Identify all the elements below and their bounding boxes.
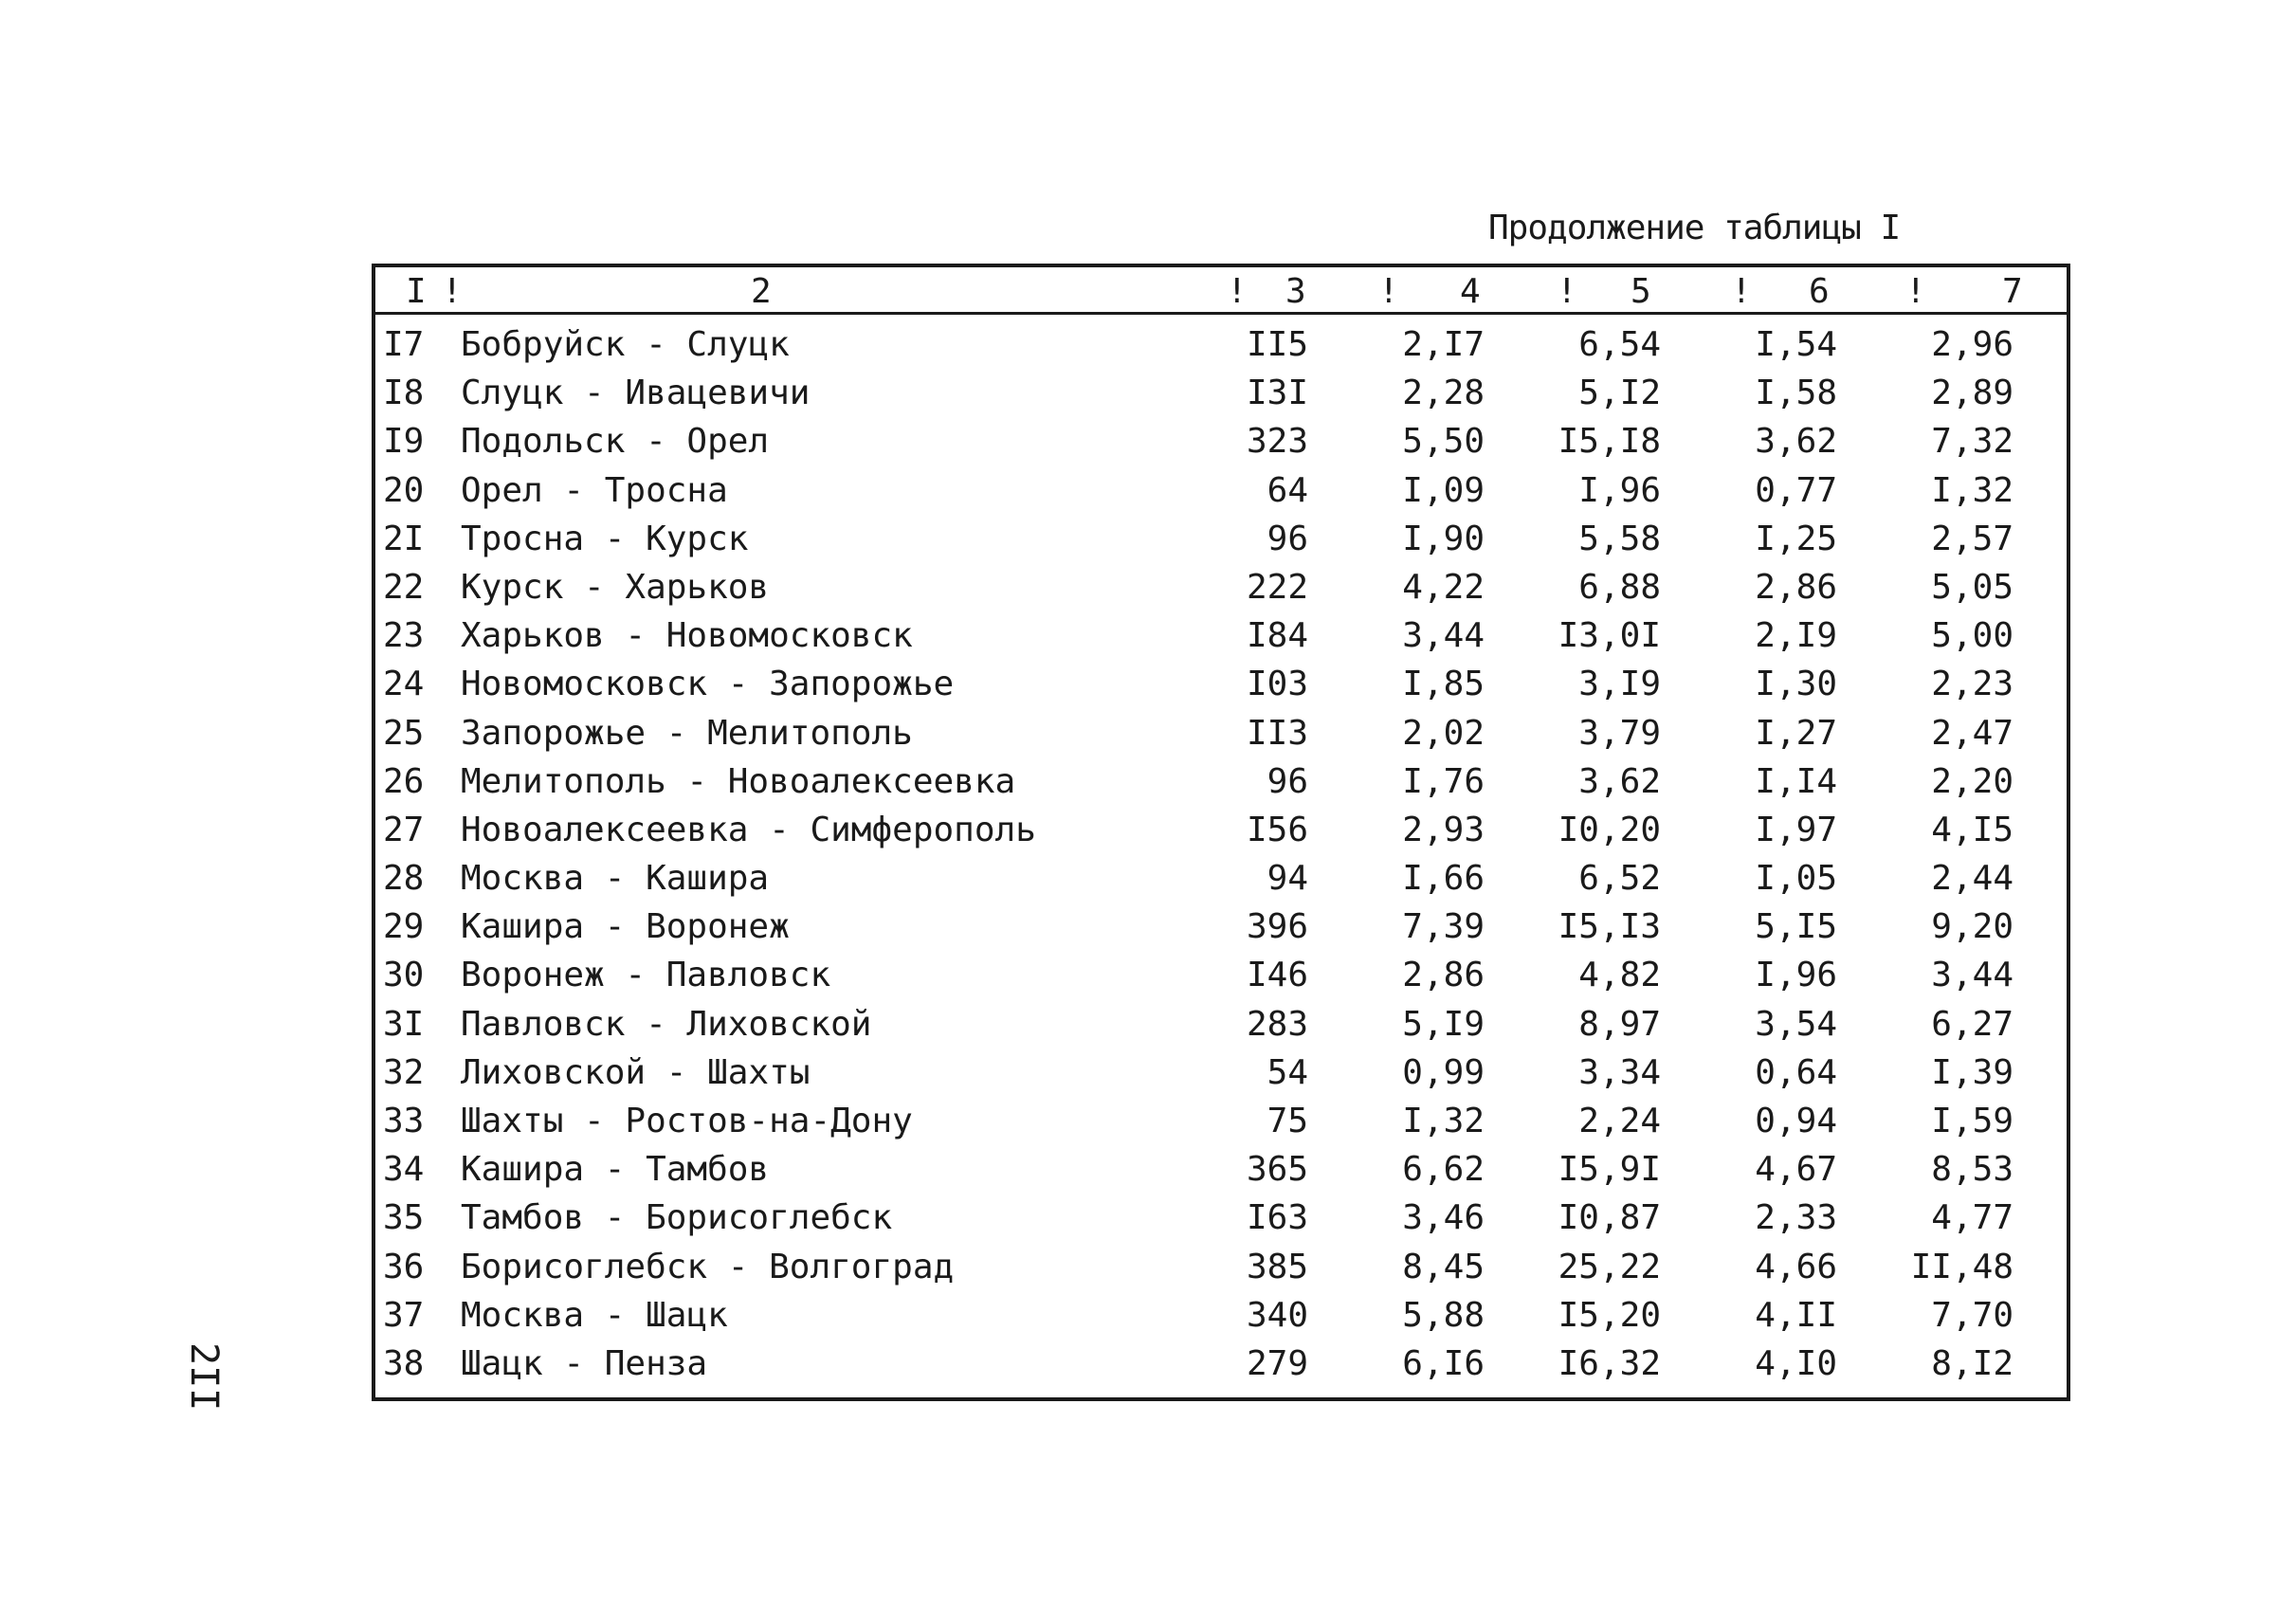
value-col-3: I03: [1246, 665, 1308, 704]
value-col-4: I,85: [1402, 665, 1485, 704]
table-row: [375, 757, 2067, 806]
value-col-5: I5,I3: [1558, 907, 1661, 947]
route-name: Борисоглебск - Волгоград: [461, 1247, 955, 1286]
route-name: Курск - Харьков: [461, 567, 770, 607]
value-col-6: I,I4: [1755, 761, 1837, 801]
table-row: [375, 806, 2067, 854]
value-col-6: 3,62: [1755, 422, 1837, 462]
value-col-7: I,59: [1931, 1102, 2014, 1140]
value-col-3: 385: [1246, 1247, 1308, 1286]
row-number: 27: [383, 810, 425, 849]
value-col-6: 4,67: [1755, 1150, 1837, 1190]
row-number: 38: [383, 1343, 425, 1383]
header-separator: !: [1731, 272, 1752, 311]
table-header-row: [375, 267, 2067, 315]
value-col-4: 2,93: [1402, 810, 1485, 849]
value-col-4: I,09: [1402, 470, 1485, 510]
route-name: Москва - Шацк: [461, 1295, 728, 1335]
value-col-3: I46: [1246, 956, 1308, 995]
value-col-6: I,27: [1755, 713, 1837, 753]
value-col-6: 4,II: [1755, 1295, 1837, 1335]
value-col-3: II5: [1246, 325, 1308, 364]
value-col-4: 2,28: [1402, 374, 1485, 413]
table-body: [375, 320, 2067, 1388]
table-row: [375, 369, 2067, 417]
value-col-7: 2,23: [1931, 665, 2014, 704]
value-col-6: 3,54: [1755, 1004, 1837, 1044]
header-col-4: 4: [1460, 272, 1481, 311]
value-col-4: I,90: [1402, 519, 1485, 558]
table-row: [375, 1340, 2067, 1388]
header-col-7: 7: [2002, 272, 2023, 311]
route-name: Мелитополь - Новоалексеевка: [461, 761, 1016, 801]
value-col-3: 279: [1246, 1343, 1308, 1383]
route-name: Тамбов - Борисоглебск: [461, 1198, 893, 1238]
value-col-3: 396: [1246, 907, 1308, 947]
header-col-3: 3: [1285, 272, 1306, 311]
table-row: [375, 1097, 2067, 1145]
header-col-5: 5: [1631, 272, 1651, 311]
value-col-4: 3,46: [1402, 1198, 1485, 1238]
row-number: I8: [383, 374, 425, 413]
value-col-7: 2,44: [1931, 859, 2014, 899]
route-name: Павловск - Лиховской: [461, 1004, 872, 1044]
value-col-3: 64: [1266, 470, 1308, 510]
value-col-3: 96: [1266, 761, 1308, 801]
header-col-6: 6: [1809, 272, 1830, 311]
value-col-4: 6,I6: [1402, 1343, 1485, 1383]
value-col-3: II3: [1246, 713, 1308, 753]
row-number: 26: [383, 761, 425, 801]
value-col-4: 6,62: [1402, 1150, 1485, 1190]
value-col-7: II,48: [1910, 1247, 2014, 1286]
route-name: Орел - Тросна: [461, 470, 728, 510]
header-separator: !: [1378, 272, 1399, 311]
value-col-5: 5,I2: [1578, 374, 1661, 413]
value-col-4: I,66: [1402, 859, 1485, 899]
value-col-5: 5,58: [1578, 519, 1661, 558]
value-col-7: 7,32: [1931, 422, 2014, 462]
route-name: Кашира - Воронеж: [461, 907, 790, 947]
value-col-5: I6,32: [1558, 1343, 1661, 1383]
value-col-3: I3I: [1246, 374, 1308, 413]
table-row: [375, 515, 2067, 563]
value-col-6: 2,86: [1755, 567, 1837, 607]
route-name: Бобруйск - Слуцк: [461, 325, 790, 364]
value-col-3: I63: [1246, 1198, 1308, 1238]
value-col-5: I5,I8: [1558, 422, 1661, 462]
route-name: Москва - Кашира: [461, 859, 770, 899]
value-col-5: 2,24: [1578, 1102, 1661, 1140]
value-col-6: I,30: [1755, 665, 1837, 704]
table-row: [375, 611, 2067, 660]
value-col-5: I5,9I: [1558, 1150, 1661, 1190]
value-col-7: 2,57: [1931, 519, 2014, 558]
row-number: 23: [383, 616, 425, 656]
row-number: 3I: [383, 1004, 425, 1044]
value-col-6: 2,33: [1755, 1198, 1837, 1238]
row-number: 25: [383, 713, 425, 753]
header-col-1: I: [406, 272, 427, 311]
value-col-3: 96: [1266, 519, 1308, 558]
value-col-7: 4,77: [1931, 1198, 2014, 1238]
value-col-6: 2,I9: [1755, 616, 1837, 656]
data-table: [372, 264, 2070, 1401]
row-number: 28: [383, 859, 425, 899]
value-col-5: 3,62: [1578, 761, 1661, 801]
value-col-4: 0,99: [1402, 1052, 1485, 1092]
value-col-7: 2,47: [1931, 713, 2014, 753]
value-col-5: 25,22: [1558, 1247, 1661, 1286]
value-col-5: 3,79: [1578, 713, 1661, 753]
value-col-5: 6,52: [1578, 859, 1661, 899]
table-row: [375, 320, 2067, 369]
value-col-6: 0,77: [1755, 470, 1837, 510]
route-name: Шахты - Ростов-на-Дону: [461, 1102, 913, 1140]
value-col-6: I,25: [1755, 519, 1837, 558]
row-number: I9: [383, 422, 425, 462]
table-row: [375, 854, 2067, 903]
table-row: [375, 417, 2067, 465]
row-number: 35: [383, 1198, 425, 1238]
value-col-4: 7,39: [1402, 907, 1485, 947]
row-number: 32: [383, 1052, 425, 1092]
value-col-6: 5,I5: [1755, 907, 1837, 947]
table-row: [375, 1049, 2067, 1097]
value-col-3: 340: [1246, 1295, 1308, 1335]
value-col-4: 5,50: [1402, 422, 1485, 462]
table-row: [375, 903, 2067, 951]
row-number: 20: [383, 470, 425, 510]
row-number: 22: [383, 567, 425, 607]
value-col-7: 5,05: [1931, 567, 2014, 607]
route-name: Воронеж - Павловск: [461, 956, 831, 995]
value-col-6: I,05: [1755, 859, 1837, 899]
header-separator: !: [1557, 272, 1577, 311]
value-col-3: 323: [1246, 422, 1308, 462]
value-col-6: 4,I0: [1755, 1343, 1837, 1383]
value-col-4: 2,I7: [1402, 325, 1485, 364]
table-row: [375, 1194, 2067, 1242]
value-col-4: 2,02: [1402, 713, 1485, 753]
value-col-7: I,39: [1931, 1052, 2014, 1092]
route-name: Новомосковск - Запорожье: [461, 665, 955, 704]
route-name: Шацк - Пенза: [461, 1343, 708, 1383]
value-col-5: 6,88: [1578, 567, 1661, 607]
value-col-4: 4,22: [1402, 567, 1485, 607]
value-col-7: 6,27: [1931, 1004, 2014, 1044]
value-col-3: 283: [1246, 1004, 1308, 1044]
value-col-3: 222: [1246, 567, 1308, 607]
value-col-3: 75: [1266, 1102, 1308, 1140]
value-col-4: 5,88: [1402, 1295, 1485, 1335]
row-number: 30: [383, 956, 425, 995]
value-col-6: 0,94: [1755, 1102, 1837, 1140]
row-number: 36: [383, 1247, 425, 1286]
value-col-7: 8,I2: [1931, 1343, 2014, 1383]
value-col-5: I3,0I: [1558, 616, 1661, 656]
value-col-5: 6,54: [1578, 325, 1661, 364]
value-col-3: 365: [1246, 1150, 1308, 1190]
value-col-3: 94: [1266, 859, 1308, 899]
value-col-7: 9,20: [1931, 907, 2014, 947]
table-row: [375, 1000, 2067, 1049]
value-col-7: 4,I5: [1931, 810, 2014, 849]
table-row: [375, 563, 2067, 611]
value-col-7: 2,96: [1931, 325, 2014, 364]
value-col-7: 5,00: [1931, 616, 2014, 656]
value-col-5: I0,87: [1558, 1198, 1661, 1238]
value-col-5: 8,97: [1578, 1004, 1661, 1044]
value-col-3: I56: [1246, 810, 1308, 849]
route-name: Подольск - Орел: [461, 422, 770, 462]
table-row: [375, 1291, 2067, 1340]
value-col-4: I,76: [1402, 761, 1485, 801]
value-col-7: 2,89: [1931, 374, 2014, 413]
route-name: Новоалексеевка - Симферополь: [461, 810, 1036, 849]
value-col-6: I,97: [1755, 810, 1837, 849]
row-number: 24: [383, 665, 425, 704]
value-col-7: 8,53: [1931, 1150, 2014, 1190]
table-row: [375, 466, 2067, 515]
header-separator: !: [442, 272, 463, 311]
row-number: 29: [383, 907, 425, 947]
value-col-5: 3,I9: [1578, 665, 1661, 704]
table-row: [375, 709, 2067, 757]
row-number: I7: [383, 325, 425, 364]
header-separator: !: [1905, 272, 1926, 311]
value-col-4: 8,45: [1402, 1247, 1485, 1286]
header-separator: !: [1227, 272, 1248, 311]
table-caption: Продолжение таблицы I: [1488, 209, 1901, 247]
value-col-4: 3,44: [1402, 616, 1485, 656]
value-col-3: 54: [1266, 1052, 1308, 1092]
value-col-5: I5,20: [1558, 1295, 1661, 1335]
table-row: [375, 951, 2067, 999]
value-col-5: 4,82: [1578, 956, 1661, 995]
value-col-6: I,58: [1755, 374, 1837, 413]
route-name: Запорожье - Мелитополь: [461, 713, 913, 753]
value-col-6: I,54: [1755, 325, 1837, 364]
value-col-6: 0,64: [1755, 1052, 1837, 1092]
table-row: [375, 1145, 2067, 1194]
route-name: Слуцк - Ивацевичи: [461, 374, 811, 413]
value-col-7: I,32: [1931, 470, 2014, 510]
table-row: [375, 1243, 2067, 1291]
value-col-7: 2,20: [1931, 761, 2014, 801]
value-col-6: I,96: [1755, 956, 1837, 995]
value-col-4: I,32: [1402, 1102, 1485, 1140]
row-number: 33: [383, 1102, 425, 1140]
value-col-5: 3,34: [1578, 1052, 1661, 1092]
value-col-5: I0,20: [1558, 810, 1661, 849]
page-number: 2II: [182, 1342, 226, 1412]
value-col-4: 5,I9: [1402, 1004, 1485, 1044]
row-number: 37: [383, 1295, 425, 1335]
value-col-3: I84: [1246, 616, 1308, 656]
table-row: [375, 660, 2067, 708]
value-col-4: 2,86: [1402, 956, 1485, 995]
route-name: Харьков - Новомосковск: [461, 616, 913, 656]
value-col-7: 7,70: [1931, 1295, 2014, 1335]
route-name: Тросна - Курск: [461, 519, 749, 558]
route-name: Лиховской - Шахты: [461, 1052, 811, 1092]
route-name: Кашира - Тамбов: [461, 1150, 770, 1190]
value-col-6: 4,66: [1755, 1247, 1837, 1286]
row-number: 34: [383, 1150, 425, 1190]
row-number: 2I: [383, 519, 425, 558]
value-col-5: I,96: [1578, 470, 1661, 510]
value-col-7: 3,44: [1931, 956, 2014, 995]
header-col-2: 2: [751, 272, 772, 311]
